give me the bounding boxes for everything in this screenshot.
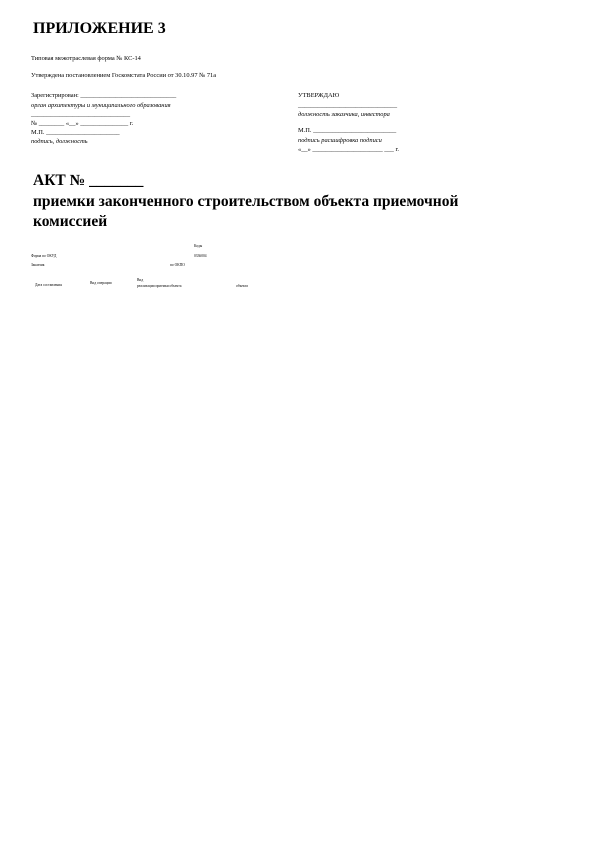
column-header: реализации приемки объекта	[137, 284, 182, 288]
date-line-right: «__» ______________________ ___ г.	[298, 146, 399, 153]
page-heading: ПРИЛОЖЕНИЕ 3	[33, 20, 166, 37]
registered-note: орган архитектуры и муниципального образования	[31, 102, 171, 109]
signature-note-right: подпись расшифровка подписи	[298, 137, 382, 144]
okud-code: 0336004	[194, 254, 207, 258]
number-date-line: № ________ «__» _______________ г.	[31, 120, 134, 127]
date-composed-label: Дата составления	[35, 283, 62, 287]
operation-type-label: Вид операции	[90, 281, 112, 285]
act-title-line1: приемки законченного строительством объекта приемочной	[33, 193, 459, 210]
act-title-line2: комиссией	[33, 213, 108, 230]
okpo-label: по ОКПО	[170, 263, 185, 267]
mp-line-right: М.П. __________________________	[298, 127, 397, 134]
object-column-label: объекта	[236, 284, 248, 288]
act-number: АКТ № _______	[33, 172, 144, 189]
blank-line: _______________________________	[31, 111, 131, 118]
approval-line: Утверждена постановлением Госкомстата России от 30.10.97 № 71а	[31, 72, 217, 79]
approve-line: _______________________________	[298, 102, 398, 109]
form-type: Типовая межотраслевая форма № КС-14	[31, 55, 141, 62]
okud-form-label: Форма по ОКУД	[31, 254, 57, 258]
mp-line-left: М.П. _______________________	[31, 129, 120, 136]
approve-label: УТВЕРЖДАЮ	[298, 92, 340, 99]
codes-label: Коды	[194, 244, 203, 248]
signature-note-left: подпись, должность	[31, 138, 88, 145]
registered-line: Зарегистрирован: ______________________________	[31, 92, 177, 99]
customer-label: Заказчик	[31, 263, 45, 267]
type-label: Вид	[137, 278, 144, 282]
position-note: должность заказчика, инвестора	[298, 111, 390, 118]
